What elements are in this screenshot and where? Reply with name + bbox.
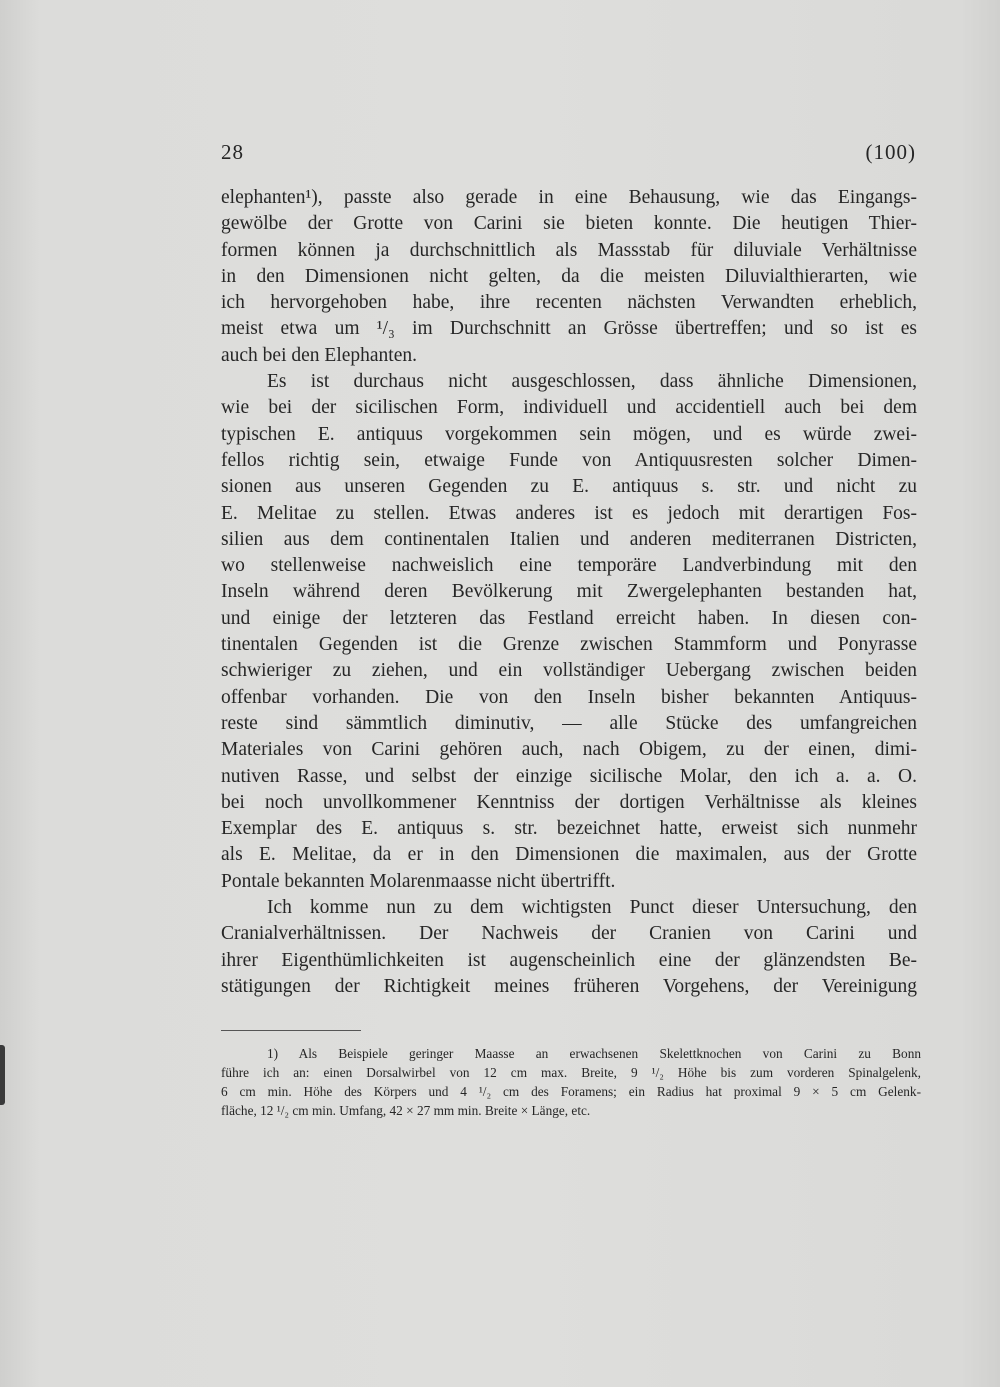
binding-shadow — [0, 1045, 5, 1105]
footnote-line: 6 cm min. Höhe des Körpers und 4 ¹/₂ cm des Foramens; ein Radius hat proximal 9 × 5 cm Gelenk- — [221, 1084, 921, 1099]
body-text — [221, 185, 917, 1000]
original-page-number: (100) — [865, 140, 916, 164]
text-line: elephanten¹), passte also gerade in eine Behausung, wie das Eingangs- — [221, 187, 917, 208]
text-line: formen können ja durchschnittlich als Massstab für diluviale Verhältnisse — [221, 239, 917, 261]
text-line: typischen E. antiquus vorgekommen sein mögen, und es würde zwei- — [221, 423, 917, 445]
text-line: Cranialverhältnissen. Der Nachweis der Cranien von Carini und — [221, 923, 917, 945]
text-line: als E. Melitae, da er in den Dimensionen die maximalen, aus der Grotte — [221, 844, 917, 866]
text-line: Materiales von Carini gehören auch, nach Obigem, zu der einen, dimi- — [221, 739, 917, 761]
text-line: auch bei den Elephanten. — [221, 344, 417, 366]
text-line: ihrer Eigenthümlichkeiten ist augenscheinlich eine der glänzendsten Be- — [221, 949, 917, 971]
text-line: Exemplar des E. antiquus s. str. bezeichnet hatte, erweist sich nunmehr — [221, 818, 917, 840]
page-number: 28 — [221, 140, 244, 164]
text-line: tinentalen Gegenden ist die Grenze zwischen Stammform und Ponyrasse — [221, 634, 917, 656]
text-line: wie bei der sicilischen Form, individuell und accidentiell auch bei dem — [221, 397, 917, 419]
footnote-line: führe ich an: einen Dorsalwirbel von 12 cm max. Breite, 9 ¹/₂ Höhe bis zum vorderen Spinalgelenk, — [221, 1065, 921, 1080]
footnote-line: 1) Als Beispiele geringer Maasse an erwachsenen Skelettknochen von Carini zu Bonn — [267, 1046, 921, 1061]
text-line: silien aus dem continentalen Italien und anderen mediterranen Districten, — [221, 528, 917, 550]
text-line: offenbar vorhanden. Die von den Inseln bisher bekannten Antiquus- — [221, 686, 917, 708]
text-line: schwieriger zu ziehen, und ein vollständiger Uebergang zwischen beiden — [221, 660, 917, 682]
text-line: nutiven Rasse, und selbst der einzige sicilische Molar, den ich a. a. O. — [221, 765, 917, 787]
footnotes — [221, 1044, 921, 1120]
text-line: Ich komme nun zu dem wichtigsten Punct dieser Untersuchung, den — [267, 897, 917, 919]
text-line: stätigungen der Richtigkeit meines früheren Vorgehens, der Vereinigung — [221, 975, 917, 997]
footnote-line: fläche, 12 ¹/₂ cm min. Umfang, 42 × 27 mm min. Breite × Länge, etc. — [221, 1103, 591, 1118]
text-line: meist etwa um ¹/₃ im Durchschnitt an Grösse übertreffen; und so ist es — [221, 318, 917, 340]
text-line: fellos richtig sein, etwaige Funde von Antiquusresten solcher Dimen- — [221, 449, 917, 471]
text-line: Es ist durchaus nicht ausgeschlossen, dass ähnliche Dimensionen, — [267, 371, 917, 393]
text-line: sionen aus unseren Gegenden zu E. antiquus s. str. und nicht zu — [221, 476, 917, 498]
text-line: bei noch unvollkommener Kenntniss der dortigen Verhältnisse als kleines — [221, 791, 917, 813]
text-line: und einige der letzteren das Festland erreicht haben. In diesen con- — [221, 607, 917, 629]
text-line: gewölbe der Grotte von Carini sie bieten konnte. Die heutigen Thier- — [221, 213, 917, 235]
text-line: reste sind sämmtlich diminutiv, — alle Stücke des umfangreichen — [221, 712, 917, 734]
text-line: in den Dimensionen nicht gelten, da die meisten Diluvialthierarten, wie — [221, 265, 917, 287]
footnote-divider — [221, 1030, 361, 1031]
text-line: Inseln während deren Bevölkerung mit Zwergelephanten bestanden hat, — [221, 581, 917, 603]
text-line: ich hervorgehoben habe, ihre recenten nächsten Verwandten erheblich, — [221, 292, 917, 314]
text-line: wo stellenweise nachweislich eine temporäre Landverbindung mit den — [221, 555, 917, 577]
page-header — [221, 140, 916, 170]
text-line: Pontale bekannten Molarenmaasse nicht übertrifft. — [221, 870, 616, 892]
text-line: E. Melitae zu stellen. Etwas anderes ist es jedoch mit derartigen Fos- — [221, 502, 917, 524]
